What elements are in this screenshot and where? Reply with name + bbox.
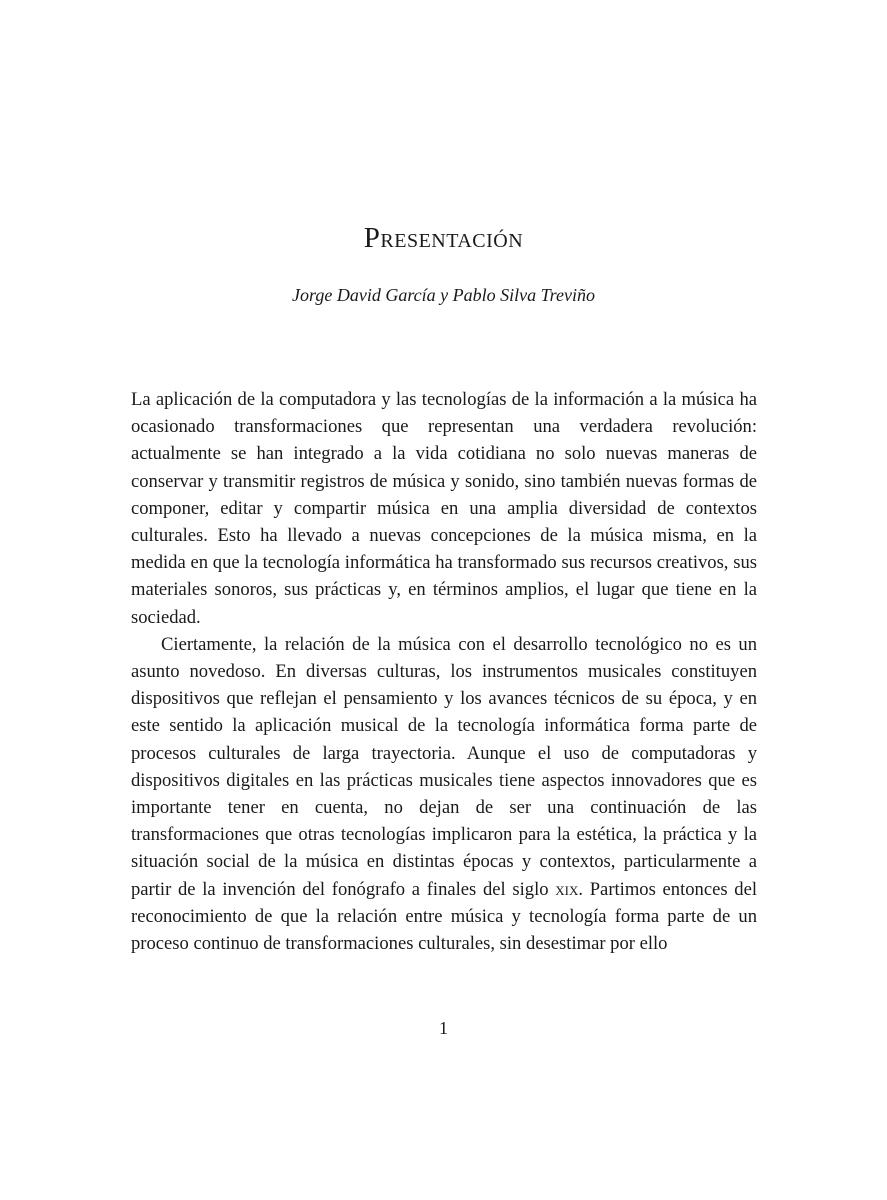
- paragraph-2: Ciertamente, la relación de la música con el desarrollo tecnológico no es un asunto novedoso. En diversas culturas, los instrumentos musicales constituyen dispositivos que reflejan el pensamiento y los avances técnicos de su época, y en este sentido la aplicación musical de la tecnología informática forma parte de procesos culturales de larga trayectoria. Aunque el uso de computadoras y dispositivos digitales en las prácticas musicales tiene aspectos innovadores que es importante tener en cuenta, no dejan de ser una continuación de las transformaciones que otras tecnologías implicaron para la estética, la práctica y la situación social de la música en distintas épocas y contextos, particularmente a partir de la invención del fonógrafo a finales del siglo xix. Partimos entonces del reconocimiento de que la relación entre música y tecnología forma parte de un proceso continuo de transformaciones culturales, sin desestimar por ello: [131, 633, 757, 955]
- paragraph-1: La aplicación de la computadora y las tecnologías de la información a la música ha ocasionado transformaciones que representan una verdadera revolución: actualmente se han integrado a la vida cotidiana no solo nuevas maneras de conservar y transmitir registros de música y sonido, sino también nuevas formas de componer, editar y compartir música en una amplia diversidad de contextos culturales. Esto ha llevado a nuevas concepciones de la música misma, en la medida en que la tecnología informática ha transformado sus recursos creativos, sus materiales sonoros, sus prácticas y, en términos amplios, el lugar que tiene en la sociedad.: [131, 389, 757, 628]
- page-title: Presentación: [363, 222, 524, 254]
- roman-numeral: xix: [555, 878, 579, 900]
- authors-byline: Jorge David García y Pablo Silva Treviño: [292, 285, 595, 305]
- body-text: [131, 386, 757, 957]
- page-number: 1: [439, 1018, 448, 1038]
